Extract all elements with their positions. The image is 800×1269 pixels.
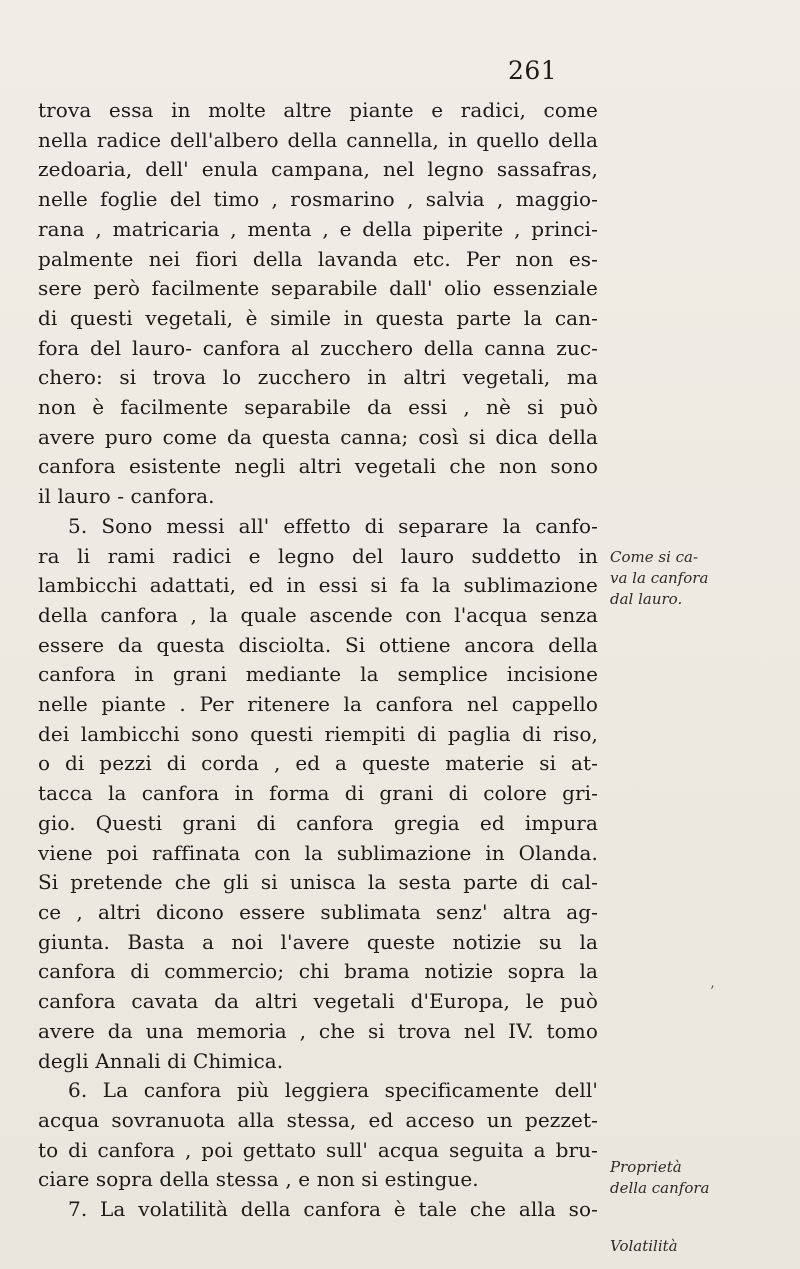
text-line: nelle piante . Per ritenere la canfora nel cappello: [38, 692, 598, 717]
margin-note-line: Volatilità: [610, 1237, 678, 1255]
text-line: acqua sovranuota alla stessa, ed acceso un pezzet-: [38, 1107, 598, 1132]
text-line: avere puro come da questa canna; così si dica della: [38, 424, 598, 449]
text-line: il lauro - canfora.: [38, 484, 215, 509]
text-line: viene poi raffinata con la sublimazione in Olanda.: [38, 840, 598, 865]
text-line: rana , matricaria , menta , e della piperite , princi-: [38, 216, 598, 241]
text-line: 5. Sono messi all' effetto di separare la canfo-: [68, 513, 598, 538]
text-line: canfora in grani mediante la semplice incisione: [38, 662, 598, 687]
text-line: trova essa in molte altre piante e radici, come: [38, 98, 598, 122]
text-line: non è facilmente separabile da essi , nè si può: [38, 395, 598, 420]
text-line: di questi vegetali, è simile in questa parte la can-: [38, 305, 598, 330]
margin-note-properties: [610, 1157, 790, 1199]
text-line: canfora cavata da altri vegetali d'Europa, le può: [38, 989, 598, 1014]
text-line: canfora esistente negli altri vegetali che non sono: [38, 454, 598, 479]
margin-note-extraction: [610, 547, 790, 610]
margin-note-line: Proprietà: [610, 1158, 682, 1176]
text-line: to di canfora , poi gettato sull' acqua seguita a bru-: [38, 1137, 598, 1162]
text-line: nelle foglie del timo , rosmarino , salvia , maggio-: [38, 187, 598, 212]
text-line: fora del lauro- canfora al zucchero della canna zuc-: [38, 335, 598, 360]
text-line: gio. Questi grani di canfora gregia ed impura: [38, 810, 598, 835]
text-line: dei lambicchi sono questi riempiti di paglia di riso,: [38, 721, 598, 746]
text-line: Si pretende che gli si unisca la sesta parte di cal-: [38, 870, 598, 895]
text-line: ce , altri dicono essere sublimata senz' altra ag-: [38, 899, 598, 924]
text-line: sere però facilmente separabile dall' olio essenziale: [38, 276, 598, 301]
text-line: della canfora , la quale ascende con l'acqua senza: [38, 602, 598, 627]
text-line: 6. La canfora più leggiera specificamente dell': [68, 1078, 598, 1103]
text-line: avere da una memoria , che si trova nel IV. tomo: [38, 1018, 598, 1043]
text-line: nella radice dell'albero della cannella, in quello della: [38, 127, 598, 152]
text-line: 7. La volatilità della canfora è tale che alla so-: [68, 1197, 598, 1222]
margin-note-line: della canfora: [610, 1179, 710, 1197]
text-line: ra li rami radici e legno del lauro suddetto in: [38, 543, 598, 568]
page-number: 261: [508, 56, 558, 85]
text-line: palmente nei fiori della lavanda etc. Per non es-: [38, 246, 598, 271]
text-line: o di pezzi di corda , ed a queste materie si at-: [38, 751, 598, 776]
margin-note-line: va la canfora: [610, 569, 709, 587]
text-line: degli Annali di Chimica.: [38, 1048, 284, 1073]
margin-note-line: Come si ca-: [610, 548, 699, 566]
margin-note-volatility: [610, 1236, 790, 1257]
text-line: ciare sopra della stessa , e non si estingue.: [38, 1167, 479, 1192]
body-text: [38, 96, 598, 1225]
margin-note-line: dal lauro.: [610, 590, 683, 608]
text-line: giunta. Basta a noi l'avere queste notizie su la: [38, 929, 598, 954]
text-line: chero: si trova lo zucchero in altri vegetali, ma: [38, 365, 598, 390]
text-line: lambicchi adattati, ed in essi si fa la sublimazione: [38, 573, 598, 598]
text-line: tacca la canfora in forma di grani di colore gri-: [38, 781, 598, 806]
text-line: zedoaria, dell' enula campana, nel legno sassafras,: [38, 157, 598, 182]
stray-ink-mark: ’: [710, 984, 715, 1000]
text-line: essere da questa disciolta. Si ottiene ancora della: [38, 632, 598, 657]
text-line: canfora di commercio; chi brama notizie sopra la: [38, 959, 598, 984]
